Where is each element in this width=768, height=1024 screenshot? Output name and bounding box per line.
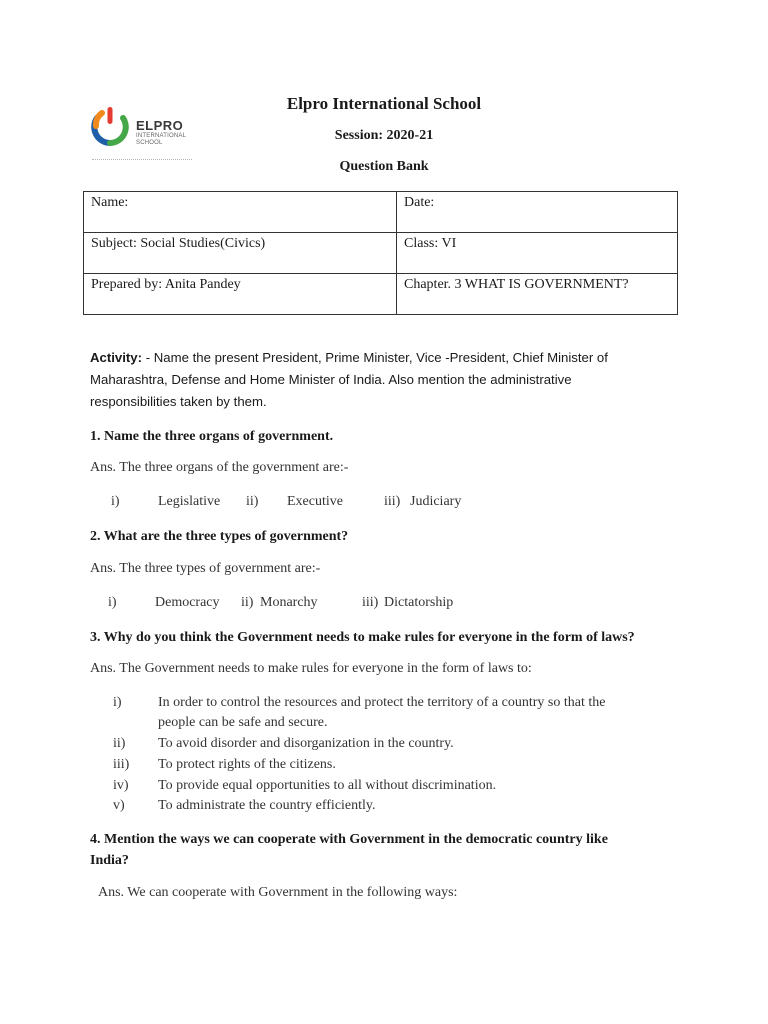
table-cell: Chapter. 3 WHAT IS GOVERNMENT? — [397, 274, 678, 315]
question-4 — [90, 829, 690, 871]
table-cell: Prepared by: Anita Pandey — [84, 274, 397, 315]
activity-label: Activity: — [90, 350, 143, 365]
table-cell: Name: — [84, 192, 397, 233]
q3-item-text-3: To protect rights of the citizens. — [158, 757, 336, 772]
activity-text-line-1: - Name the present President, Prime Minister, Vice -President, Chief Minister of — [142, 350, 608, 365]
q2-option-num-3: iii) — [362, 595, 379, 610]
q3-item-num-3: iii) — [113, 757, 130, 772]
answer-2: Ans. The three types of government are:- — [90, 561, 321, 576]
q3-item-text-5: To administrate the country efficiently. — [158, 798, 376, 813]
q3-item-text-4: To provide equal opportunities to all without discrimination. — [158, 778, 497, 793]
question-1: 1. Name the three organs of government. — [90, 429, 334, 444]
answer-3: Ans. The Government needs to make rules for everyone in the form of laws to: — [90, 661, 532, 676]
q2-option-text-3: Dictatorship — [384, 595, 454, 610]
q3-item-num-4: iv) — [113, 778, 129, 793]
logo-subtitle-2: SCHOOL — [136, 140, 163, 146]
q1-option-num-1: i) — [111, 494, 120, 509]
question-4-line-2: India? — [90, 853, 129, 868]
q1-option-num-2: ii) — [246, 494, 259, 509]
q3-item-num-1: i) — [113, 695, 122, 710]
q3-item-text-1b: people can be safe and secure. — [158, 715, 328, 730]
info-table — [83, 191, 678, 315]
session-label: Session: 2020-21 — [334, 128, 434, 143]
q2-option-text-1: Democracy — [155, 595, 220, 610]
q2-option-num-2: ii) — [241, 595, 254, 610]
q3-item-num-2: ii) — [113, 736, 126, 751]
school-name: Elpro International School — [286, 94, 482, 113]
q3-item-text-1a: In order to control the resources and protect the territory of a country so that the — [158, 695, 606, 710]
q2-option-num-1: i) — [108, 595, 117, 610]
logo-subtitle-1: INTERNATIONAL — [136, 133, 187, 139]
q1-option-num-3: iii) — [384, 494, 401, 509]
table-row — [84, 274, 678, 315]
q3-item-text-2: To avoid disorder and disorganization in the country. — [158, 736, 454, 751]
q3-item-num-5: v) — [113, 798, 125, 813]
q1-option-text-2: Executive — [287, 494, 343, 509]
table-cell: Class: VI — [397, 233, 678, 274]
table-row — [84, 192, 678, 233]
table-row — [84, 233, 678, 274]
question-3: 3. Why do you think the Government needs to make rules for everyone in the form of laws? — [90, 630, 635, 645]
q2-option-text-2: Monarchy — [260, 595, 318, 610]
table-cell: Subject: Social Studies(Civics) — [84, 233, 397, 274]
table-cell: Date: — [397, 192, 678, 233]
q1-option-text-3: Judiciary — [410, 494, 462, 509]
activity-text-line-2: Maharashtra, Defense and Home Minister of India. Also mention the administrative — [90, 372, 572, 387]
logo-name: ELPRO — [136, 118, 184, 133]
answer-4: Ans. We can cooperate with Government in the following ways: — [98, 885, 458, 900]
document-type: Question Bank — [339, 159, 429, 174]
activity-paragraph — [90, 347, 690, 413]
q1-option-text-1: Legislative — [158, 494, 221, 509]
question-4-line-1: 4. Mention the ways we can cooperate with Government in the democratic country like — [90, 832, 608, 847]
question-2: 2. What are the three types of government? — [90, 529, 349, 544]
answer-1: Ans. The three organs of the government are:- — [90, 460, 349, 475]
activity-text-line-3: responsibilities taken by them. — [90, 394, 267, 409]
